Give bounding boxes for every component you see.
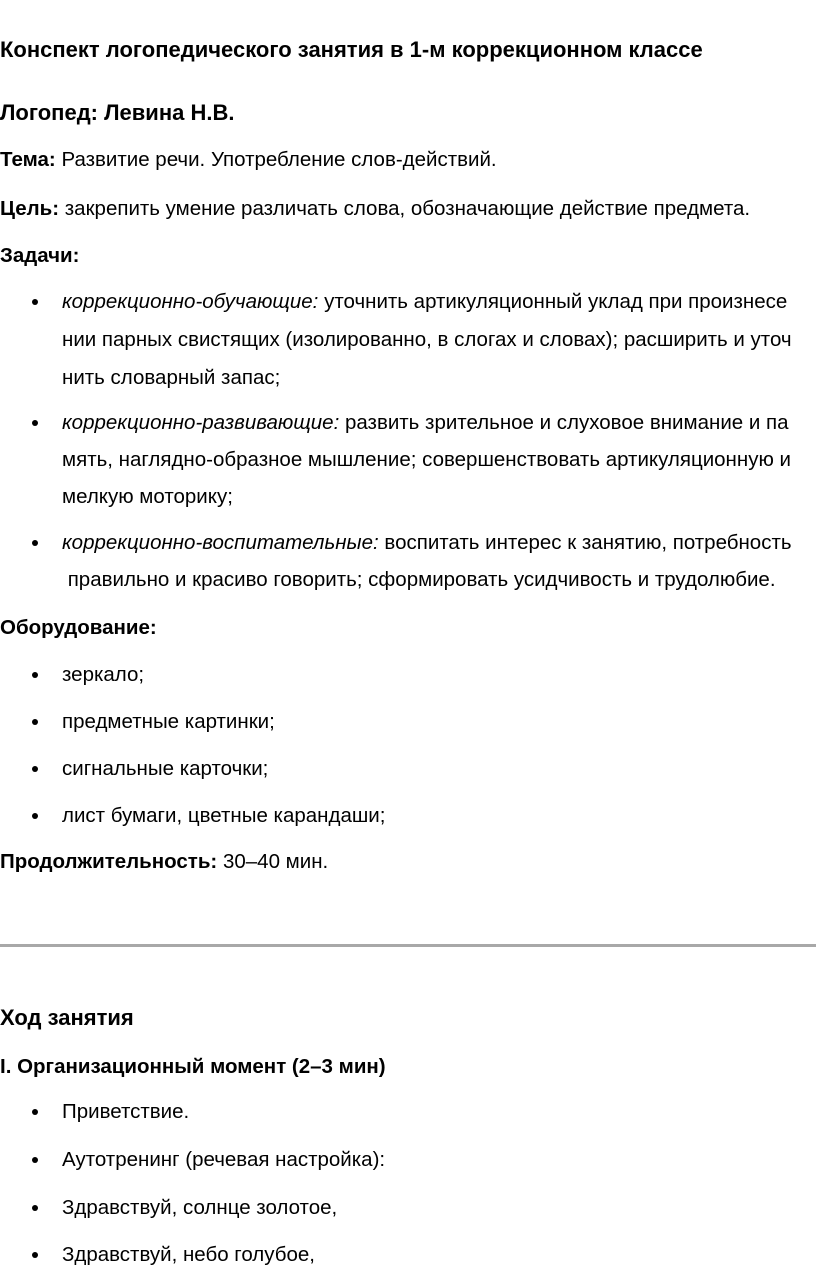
lesson-item: Здравствуй, солнце золотое, [62, 1196, 338, 1219]
bullet-icon [32, 813, 38, 819]
task-text: нить словарный запас; [62, 366, 281, 389]
bullet-icon [32, 540, 38, 546]
goal-value: закрепить умение различать слова, обозначающие действие предмета. [59, 197, 751, 220]
duration-value: 30–40 мин. [217, 850, 329, 873]
task-text: правильно и красиво говорить; сформировать усидчивость и трудолюбие. [62, 568, 776, 591]
task-item-1 [62, 290, 787, 314]
bullet-icon [32, 1252, 38, 1258]
task-text: уточнить артикуляционный уклад при произнесе [318, 290, 788, 313]
tasks-label: Задачи: [0, 244, 80, 267]
bullet-icon [32, 1205, 38, 1211]
goal-label: Цель: [0, 197, 60, 220]
topic-value: Развитие речи. Употребление слов-действий. [55, 148, 497, 171]
task-text: нии парных свистящих (изолированно, в слогах и словах); расширить и уточ [62, 328, 792, 351]
task-item-3 [62, 531, 792, 555]
bullet-icon [32, 672, 38, 678]
task-text: мять, наглядно-образное мышление; совершенствовать артикуляционную и [62, 448, 791, 471]
task-text: мелкую моторику; [62, 485, 233, 508]
task-term: коррекционно-обучающие: [62, 290, 319, 313]
task-text: воспитать интерес к занятию, потребность [378, 531, 792, 554]
bullet-icon [32, 1157, 38, 1163]
lesson-item: Приветствие. [62, 1100, 190, 1123]
goal-line [0, 197, 750, 221]
lesson-heading: Ход занятия [0, 1005, 134, 1030]
equipment-item: предметные картинки; [62, 710, 275, 733]
task-item-2 [62, 411, 789, 435]
equipment-item: лист бумаги, цветные карандаши; [62, 804, 386, 827]
bullet-icon [32, 1109, 38, 1115]
topic-line [0, 148, 497, 172]
document-title: Конспект логопедического занятия в 1-м коррекционном классе [0, 37, 703, 62]
task-term: коррекционно-развивающие: [62, 411, 340, 434]
equipment-item: сигнальные карточки; [62, 757, 269, 780]
bullet-icon [32, 719, 38, 725]
topic-label: Тема: [0, 148, 56, 171]
duration-label: Продолжительность: [0, 850, 218, 873]
section-heading: I. Организационный момент (2–3 мин) [0, 1055, 386, 1078]
teacher-name: Логопед: Левина Н.В. [0, 100, 235, 125]
task-text: развить зрительное и слуховое внимание и па [339, 411, 789, 434]
equipment-item: зеркало; [62, 663, 145, 686]
lesson-item: Здравствуй, небо голубое, [62, 1243, 315, 1266]
equipment-label: Оборудование: [0, 616, 157, 639]
bullet-icon [32, 420, 38, 426]
duration-line [0, 850, 328, 874]
bullet-icon [32, 299, 38, 305]
task-term: коррекционно-воспитательные: [62, 531, 379, 554]
bullet-icon [32, 766, 38, 772]
horizontal-divider [0, 944, 816, 947]
lesson-item: Аутотренинг (речевая настройка): [62, 1148, 386, 1171]
